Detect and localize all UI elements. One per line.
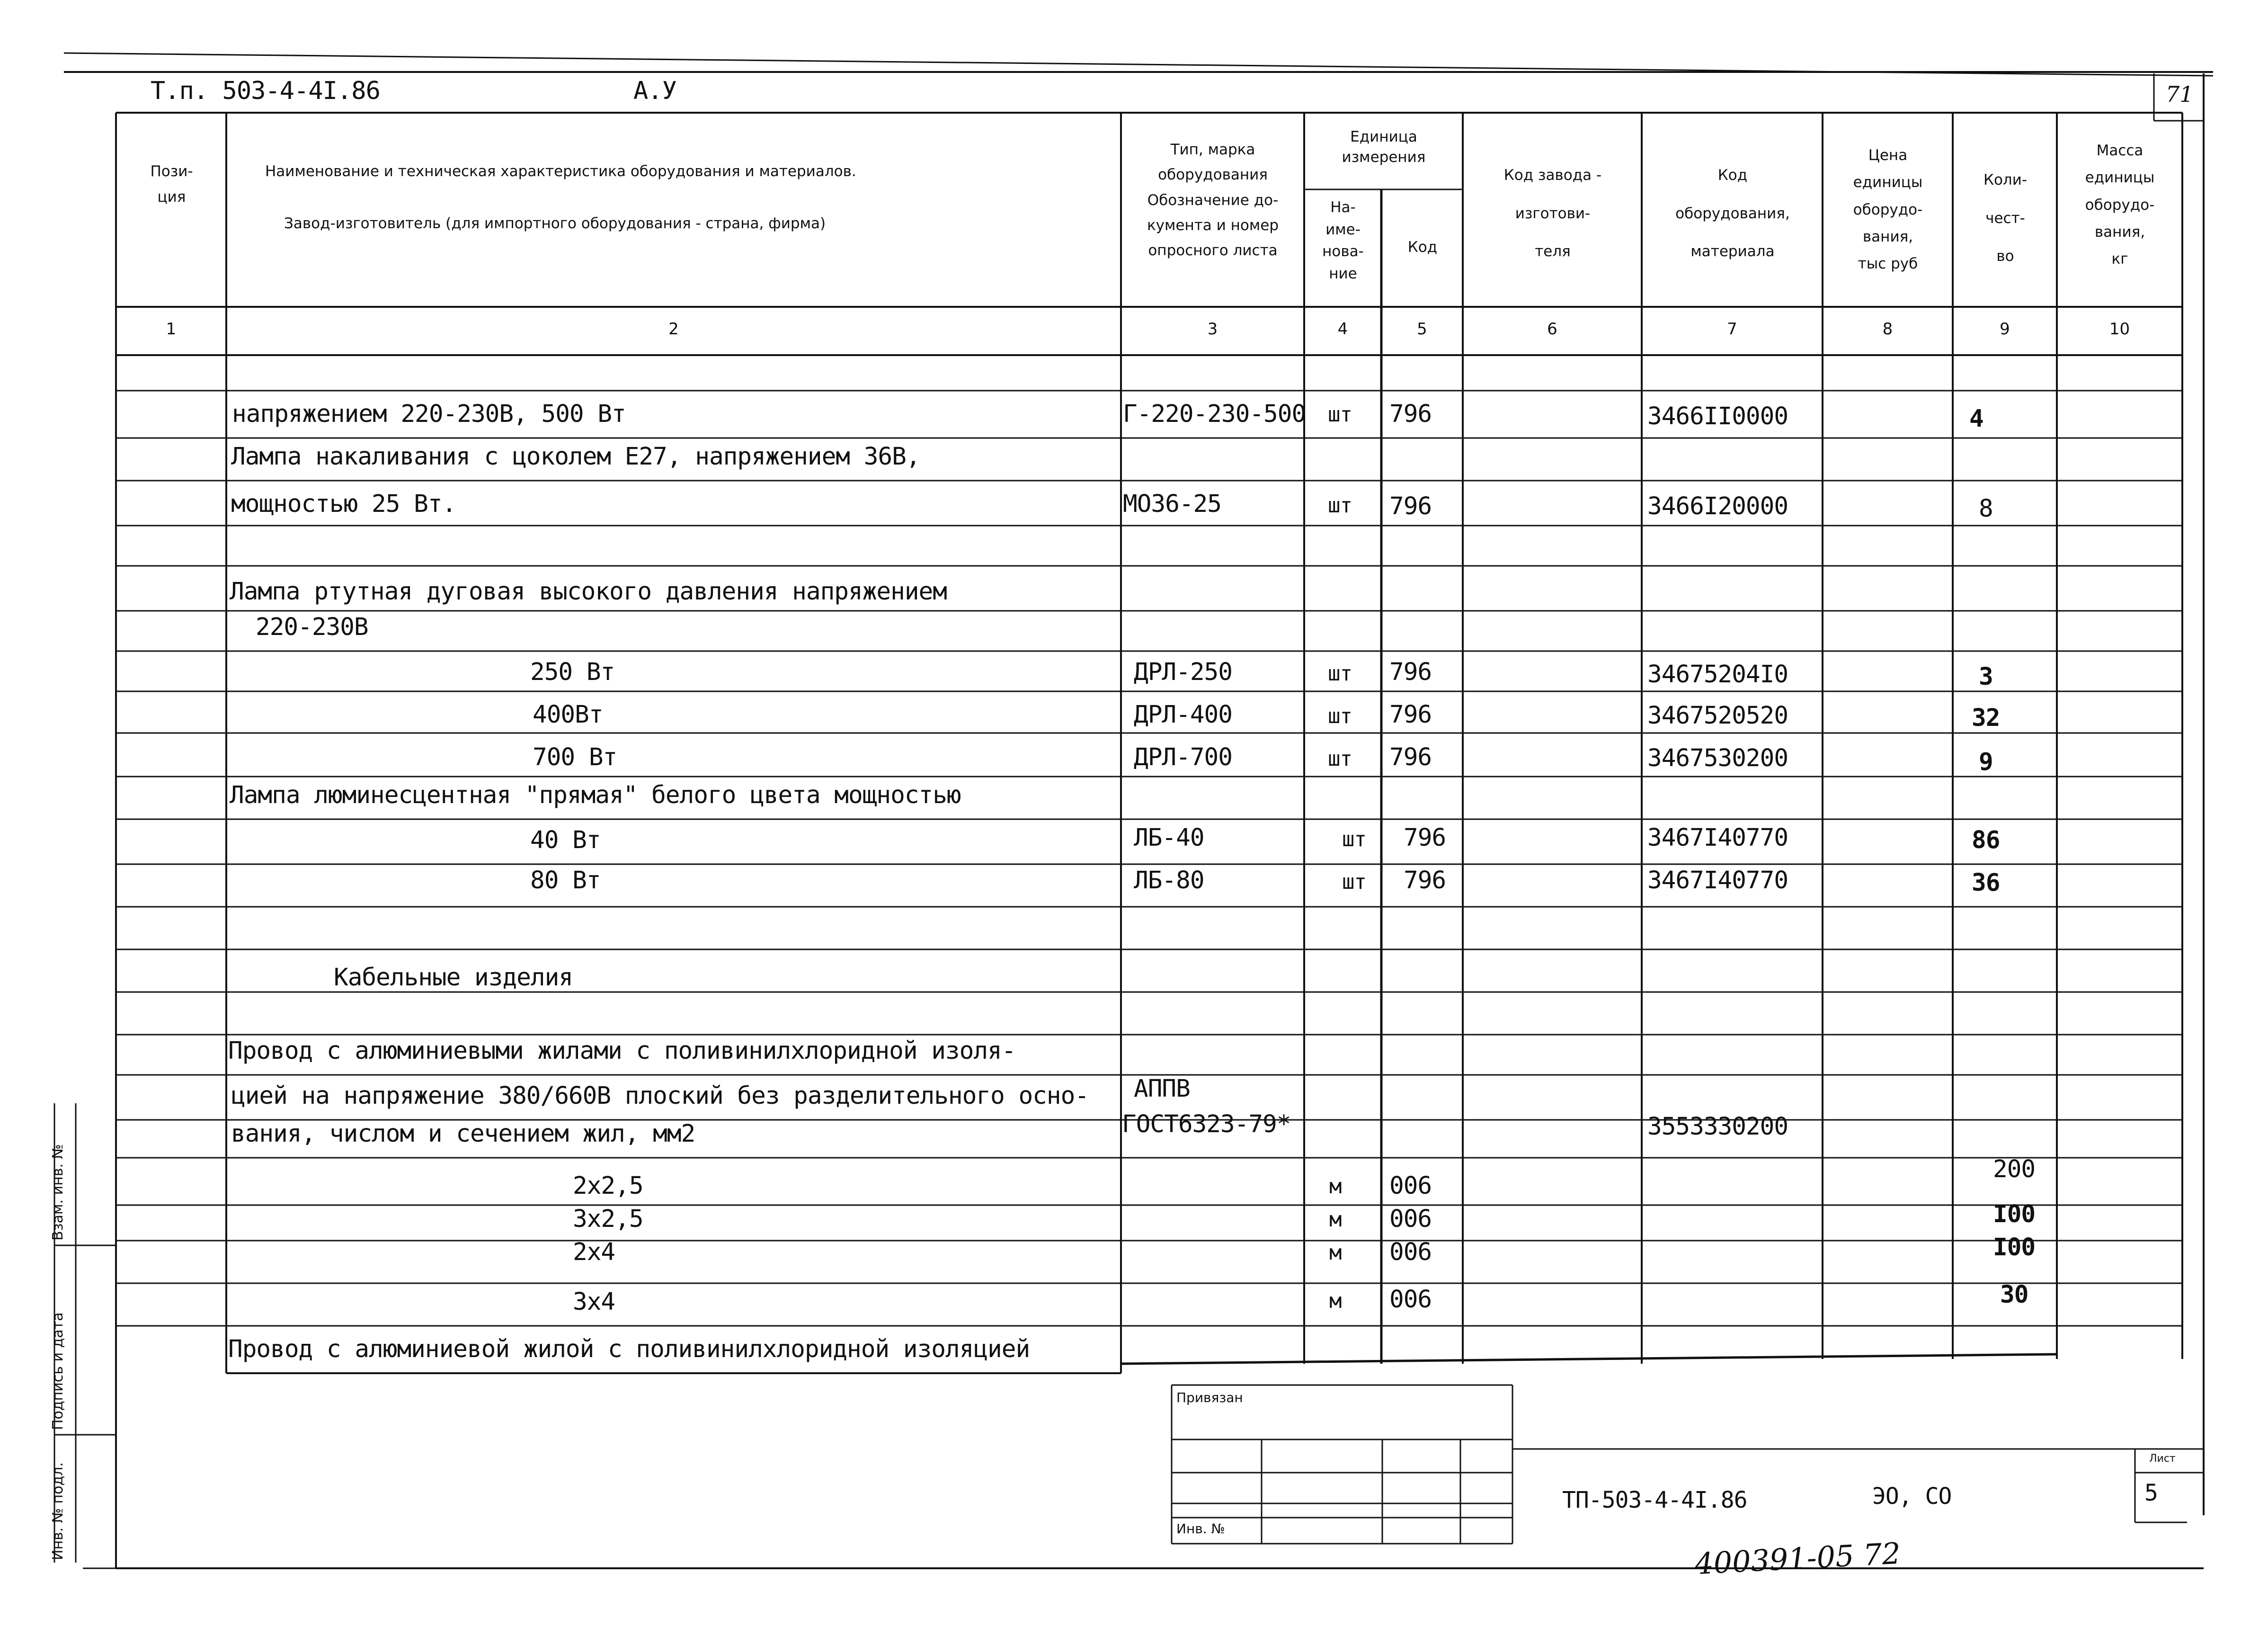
col-header-name: Наименование и техническая характеристика оборудования и материалов. — [265, 163, 856, 180]
row-unit-code: 006 — [1389, 1172, 1432, 1200]
row-quantity: 30 — [2000, 1281, 2028, 1309]
row-unit: м — [1329, 1289, 1342, 1313]
title-block-sheet-number: 5 — [2144, 1480, 2158, 1506]
col-number-10: 10 — [2109, 320, 2130, 339]
col-number-2: 2 — [668, 320, 679, 339]
col-header-price: Цена единицы оборудо- вания, тыс руб — [1853, 147, 1923, 273]
col-header-quantity: Коли- чест- во — [1983, 171, 2028, 265]
row-quantity: 3 — [1979, 663, 1993, 691]
row-quantity: 9 — [1979, 748, 1993, 776]
col-number-3: 3 — [1207, 320, 1218, 339]
col-number-7: 7 — [1727, 320, 1737, 339]
row-name: 80 Вт — [530, 867, 601, 894]
stamp-inv-original: Инв. № подл. — [50, 1462, 66, 1560]
row-name: вания, числом и сечением жил, мм2 — [231, 1120, 695, 1148]
row-unit: шт — [1328, 402, 1352, 427]
row-type: ДРЛ-250 — [1134, 658, 1232, 686]
row-name: 3х2,5 — [573, 1205, 643, 1233]
col-header-manufacturer: Завод-изготовитель (для импортного оборудования - страна, фирма) — [284, 215, 826, 232]
row-name: 2х2,5 — [573, 1172, 643, 1200]
col-header-factory-code: Код завода - изготови- теля — [1503, 167, 1602, 260]
row-name: 400Вт — [533, 701, 603, 729]
row-unit-code: 796 — [1389, 743, 1432, 771]
row-unit: м — [1329, 1174, 1342, 1198]
section-code: А.У — [633, 77, 676, 105]
row-name: 2х4 — [573, 1238, 615, 1266]
row-type: АППВ — [1134, 1075, 1190, 1103]
row-name: 220-230В — [256, 613, 368, 641]
row-name: напряжением 220-230В, 500 Вт — [232, 400, 626, 428]
row-unit-code: 796 — [1404, 867, 1446, 894]
row-name: Лампа ртутная дуговая высокого давления напряжением — [230, 578, 947, 606]
col-header-unit-name: На- име- нова- ние — [1322, 199, 1364, 282]
row-quantity: 32 — [1972, 704, 2000, 732]
row-unit: шт — [1328, 747, 1352, 771]
col-header-material-code: Код оборудования, материала — [1675, 167, 1790, 260]
row-quantity: 200 — [1993, 1155, 2036, 1183]
page-corner-number: 71 — [2166, 81, 2194, 107]
col-number-5: 5 — [1417, 320, 1427, 339]
stamp-replaces-inv: Взам. инв. № — [50, 1144, 66, 1241]
col-number-9: 9 — [2000, 320, 2010, 339]
row-name: Лампа накаливания с цоколем Е27, напряжением 36В, — [231, 443, 920, 471]
row-unit: шт — [1328, 493, 1352, 518]
row-quantity: I00 — [1993, 1200, 2036, 1228]
row-name: мощностью 25 Вт. — [231, 490, 456, 518]
row-unit-code: 006 — [1389, 1238, 1432, 1266]
col-header-unit-group: Единица измерения — [1342, 128, 1426, 166]
col-header-type: Тип, марка оборудования Обозначение до- кумента и номер опросного листа — [1147, 141, 1279, 259]
row-unit: шт — [1342, 870, 1366, 894]
row-unit-code: 796 — [1389, 400, 1432, 428]
col-number-6: 6 — [1547, 320, 1557, 339]
row-name: 3х4 — [573, 1288, 615, 1316]
row-unit-code: 006 — [1389, 1205, 1432, 1233]
row-unit-code: 796 — [1389, 492, 1432, 520]
row-quantity: 36 — [1972, 869, 2000, 897]
section-heading: Кабельные изделия — [334, 964, 573, 992]
col-header-unit-code: Код — [1407, 239, 1438, 256]
row-type: ДРЛ-700 — [1134, 743, 1232, 771]
row-material-code: 3553330200 — [1647, 1113, 1788, 1141]
row-material-code: 3467I40770 — [1647, 867, 1788, 894]
row-type: ГОСТ6323-79* — [1122, 1110, 1291, 1138]
title-block-inv-no: Инв. № — [1176, 1521, 1225, 1537]
row-material-code: 3467I40770 — [1647, 824, 1788, 852]
handwritten-archive-number: 400391-05 72 — [1694, 1536, 1902, 1582]
row-name: Провод с алюминиевыми жилами с поливинилхлоридной изоля- — [228, 1037, 1016, 1065]
title-block-sheet-code: ЭО, СО — [1872, 1483, 1952, 1510]
row-unit-code: 796 — [1389, 701, 1432, 729]
row-name: Провод с алюминиевой жилой с поливинилхлоридной изоляцией — [228, 1335, 1030, 1363]
doc-reference: Т.п. 503-4-4I.86 — [151, 77, 380, 105]
col-number-8: 8 — [1882, 320, 1893, 339]
row-material-code: 34675204I0 — [1647, 661, 1788, 688]
col-header-mass: Масса единицы оборудо- вания, кг — [2085, 142, 2155, 268]
col-number-1: 1 — [166, 320, 177, 339]
row-unit-code: 796 — [1404, 824, 1446, 852]
row-unit: м — [1329, 1207, 1342, 1232]
row-type: Г-220-230-500 — [1123, 400, 1306, 428]
row-quantity: I00 — [1993, 1234, 2036, 1261]
title-block-attached: Привязан — [1176, 1390, 1243, 1405]
title-block-sheet-label: Лист — [2149, 1453, 2176, 1465]
row-material-code: 3467520520 — [1647, 702, 1788, 730]
row-quantity: 86 — [1972, 826, 2000, 854]
row-type: ЛБ-40 — [1134, 824, 1204, 852]
row-name: 40 Вт — [530, 826, 601, 854]
stamp-signature-date: Подпись и дата — [50, 1312, 66, 1430]
row-type: МО36-25 — [1123, 490, 1221, 518]
row-material-code: 3467530200 — [1647, 744, 1788, 772]
row-material-code: 3466I20000 — [1647, 492, 1788, 520]
row-name: 250 Вт — [530, 658, 615, 686]
row-unit: шт — [1328, 704, 1352, 728]
row-quantity: 4 — [1969, 405, 1983, 433]
row-unit: шт — [1328, 662, 1352, 686]
col-number-4: 4 — [1337, 320, 1348, 339]
row-unit-code: 006 — [1389, 1286, 1432, 1314]
row-unit: м — [1329, 1241, 1342, 1265]
row-type: ЛБ-80 — [1134, 867, 1204, 894]
row-unit-code: 796 — [1389, 658, 1432, 686]
col-header-position: Пози- ция — [150, 163, 193, 206]
row-unit: шт — [1342, 827, 1366, 851]
row-name: Лампа люминесцентная "прямая" белого цвета мощностью — [230, 781, 961, 809]
row-name: цией на напряжение 380/660В плоский без разделительного осно- — [231, 1082, 1089, 1110]
row-name: 700 Вт — [533, 743, 617, 771]
row-quantity: 8 — [1979, 495, 1993, 523]
row-material-code: 3466II0000 — [1647, 402, 1788, 430]
row-type: ДРЛ-400 — [1134, 701, 1232, 729]
title-block-doc-code: ТП-503-4-4I.86 — [1562, 1487, 1747, 1513]
